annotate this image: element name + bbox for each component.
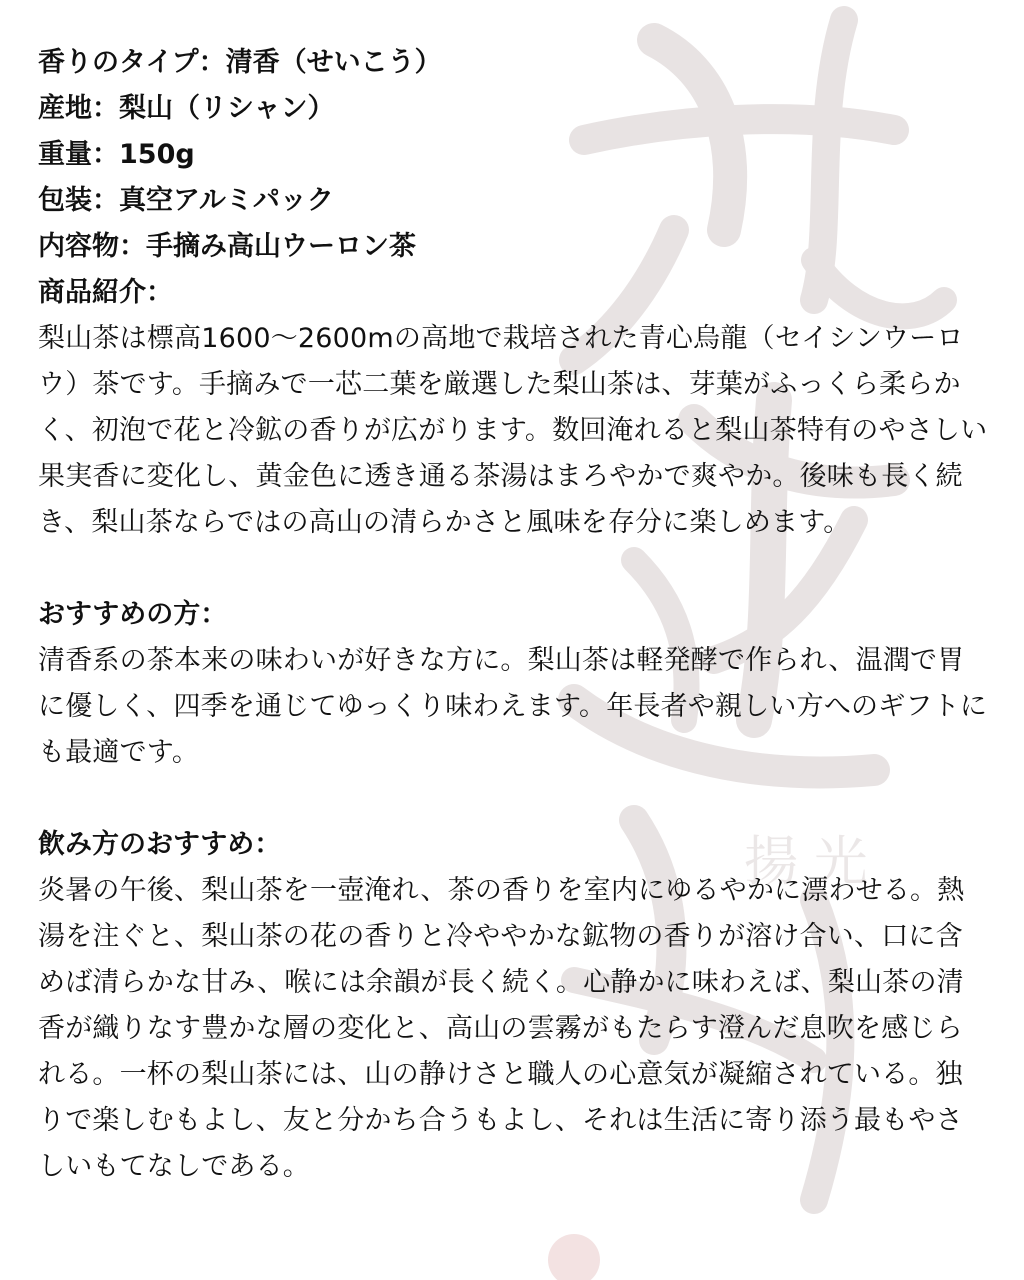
weight: 重量：150g [38, 139, 195, 170]
watermark-vertical-right: 光 [814, 832, 868, 892]
recommended-for-heading: おすすめの方： [38, 599, 228, 630]
seal-mark [548, 1234, 600, 1280]
product-description [38, 40, 988, 1190]
spacer [38, 546, 988, 592]
product-intro-heading: 商品紹介： [38, 277, 173, 308]
origin: 産地：梨山（リシャン） [38, 93, 335, 124]
packaging: 包装：真空アルミパック [38, 185, 334, 216]
how-to-enjoy-body: 炎暑の午後、梨山茶を一壺淹れ、茶の香りを室内にゆるやかに漂わせる。熱湯を注ぐと、梨山茶の花の香りと冷ややかな鉱物の香りが溶け合い、口に含めば清らかな甘み、喉には余韻が長く続く。心静かに味わえば、梨山茶の清香が織りなす豊かな層の変化と、高山の雲霧がもたらす澄んだ息吹を感じられる。一杯の梨山茶には、山の静けさと職人の心意気が凝縮されている。独りで楽しむもよし、友と分かち合うもよし、それは生活に寄り添う最もやさしいもてなしである。 [38, 875, 965, 1182]
aroma-type: 香りのタイプ：清香（せいこう） [38, 47, 442, 78]
contents: 内容物：手摘み高山ウーロン茶 [38, 231, 416, 262]
product-intro-body: 梨山茶は標高1600〜2600mの高地で栽培された青心烏龍（セイシンウーロウ）茶です。手摘みで一芯二葉を厳選した梨山茶は、芽葉がふっくら柔らかく、初泡で花と冷鉱の香りが広がります。数回淹れると梨山茶特有のやさしい果実香に変化し、黄金色に透き通る茶湯はまろやかで爽やか。後味も長く続き、梨山茶ならではの高山の清らかさと風味を存分に楽しめます。 [38, 323, 988, 538]
recommended-for-body: 清香系の茶本来の味わいが好きな方に。梨山茶は軽発酵で作られ、温潤で胃に優しく、四季を通じてゆっくり味わえます。年長者や親しい方へのギフトにも最適です。 [38, 645, 988, 768]
watermark-vertical-left: 揚 [744, 832, 798, 892]
spacer [38, 776, 988, 822]
how-to-enjoy-heading: 飲み方のおすすめ： [38, 829, 282, 860]
